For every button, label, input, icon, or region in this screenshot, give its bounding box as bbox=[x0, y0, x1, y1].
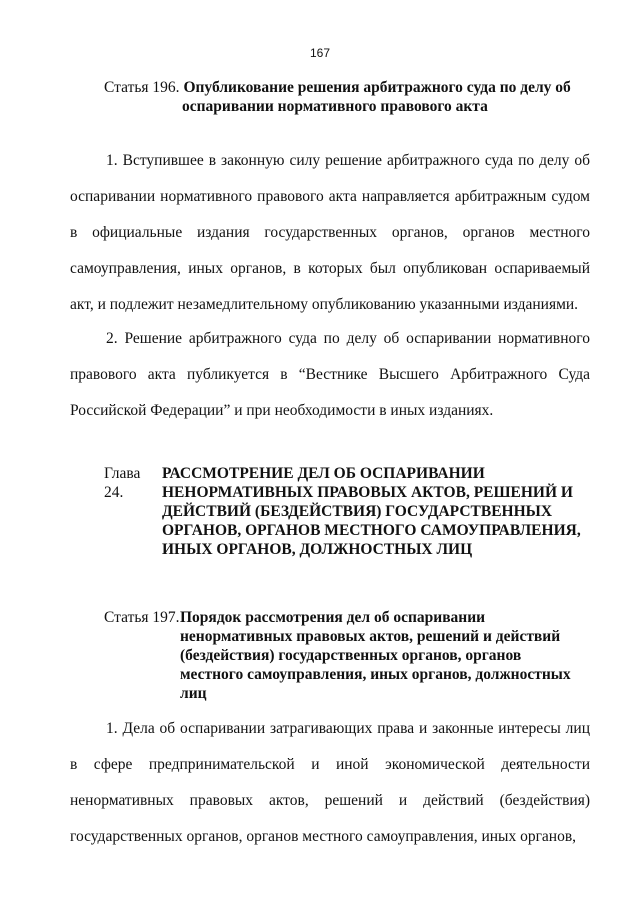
article-197-heading bbox=[104, 608, 574, 703]
article-197-number: Статья 197. bbox=[104, 609, 180, 626]
article-196-title-line1: Опубликование решения арбитражного суда по делу об bbox=[183, 79, 571, 96]
chapter-24-number: Глава 24. bbox=[104, 465, 141, 501]
article-196-title-line2: оспаривании нормативного правового акта bbox=[182, 98, 488, 115]
article-196-paragraph-2: 2. Решение арбитражного суда по делу об оспаривании нормативного правового акта публикуется в “Вестнике Высшего Арбитражного Суда Российской Федерации” и при необходимости в иных изданиях. bbox=[70, 330, 590, 419]
article-197-title: Порядок рассмотрения дел об оспаривании ненормативных правовых актов, решений и действий (бездействия) государственных органов, органов местного самоуправления, иных органов, должностных лиц bbox=[180, 609, 571, 702]
chapter-24-title: РАССМОТРЕНИЕ ДЕЛ ОБ ОСПАРИВАНИИ НЕНОРМАТИВНЫХ ПРАВОВЫХ АКТОВ, РЕШЕНИЙ И ДЕЙСТВИЙ (БЕЗДЕЙСТВИЯ) ГОСУДАРСТВЕННЫХ ОРГАНОВ, ОРГАНОВ МЕСТНОГО САМОУПРАВЛЕНИЯ, ИНЫХ ОРГАНОВ, ДОЛЖНОСТНЫХ ЛИЦ bbox=[162, 465, 581, 558]
article-196-paragraph-1: 1. Вступившее в законную силу решение арбитражного суда по делу об оспаривании нормативного правового акта направляется арбитражным судом в официальные издания государственных органов, органов местного самоуправления, иных органов, в которых был опубликован оспариваемый акт, и подлежит незамедлительному опубликованию указанными изданиями. bbox=[70, 152, 590, 313]
article-196-heading bbox=[104, 78, 574, 116]
article-196-number: Статья 196. bbox=[104, 79, 180, 96]
page-number: 167 bbox=[309, 46, 331, 60]
article-197-paragraph-1: 1. Дела об оспаривании затрагивающих права и законные интересы лиц в сфере предпринимательской и иной экономической деятельности ненормативных правовых актов, решений и действий (бездействия) государственных органов, органов местного самоуправления, иных органов, bbox=[70, 720, 590, 845]
chapter-24-heading bbox=[104, 464, 584, 559]
